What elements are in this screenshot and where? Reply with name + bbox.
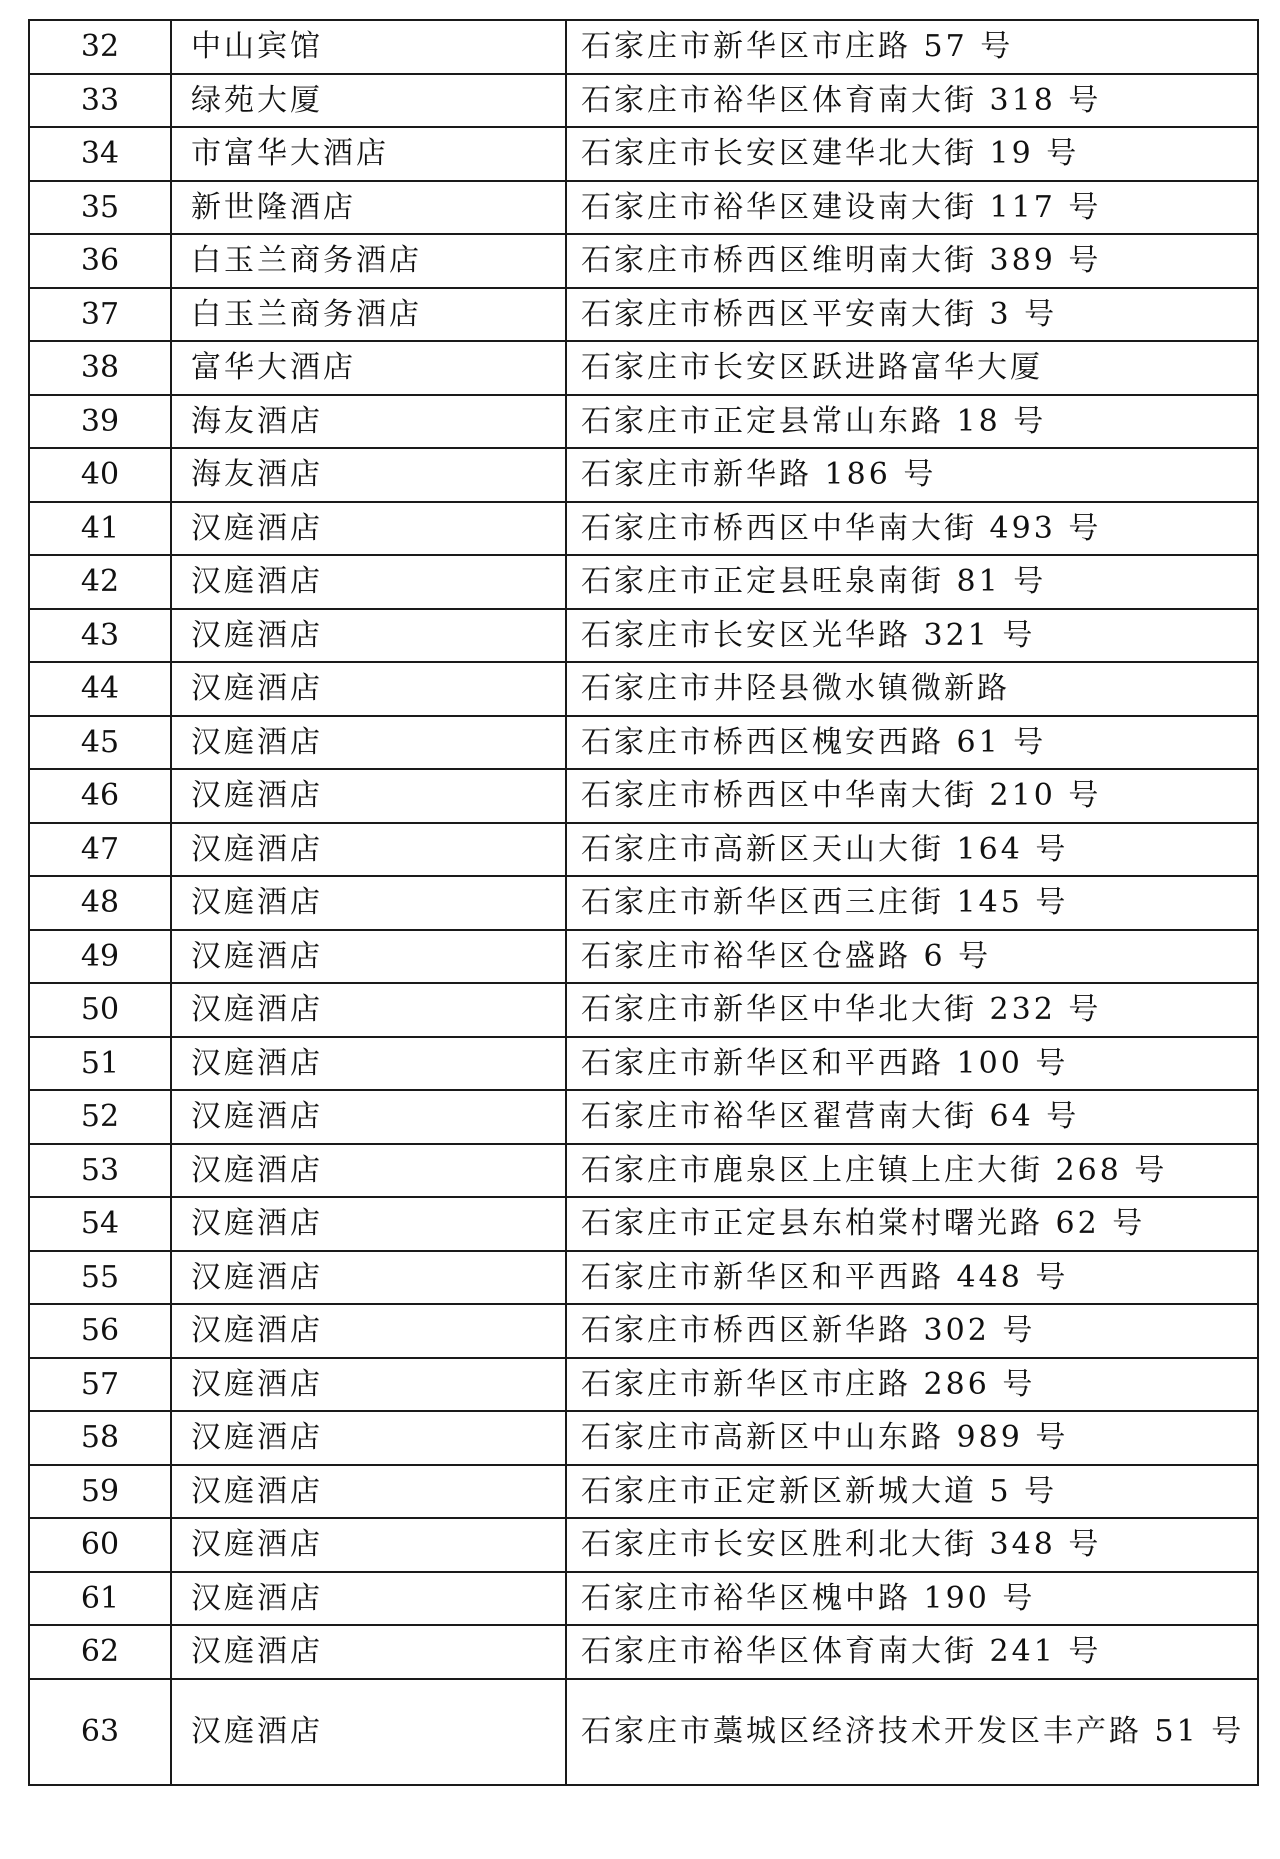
table-row — [29, 20, 1258, 74]
address-cell: 石家庄市裕华区仓盛路 6 号 — [566, 930, 1258, 984]
hotel-name-cell: 汉庭酒店 — [171, 1465, 566, 1519]
hotel-name-cell: 汉庭酒店 — [171, 1411, 566, 1465]
address-cell: 石家庄市正定县旺泉南街 81 号 — [566, 555, 1258, 609]
table-row — [29, 1358, 1258, 1412]
table-row — [29, 1625, 1258, 1679]
hotel-name-cell: 汉庭酒店 — [171, 1090, 566, 1144]
row-number-cell: 57 — [29, 1358, 171, 1412]
hotel-name-cell: 海友酒店 — [171, 448, 566, 502]
row-number-cell: 39 — [29, 395, 171, 449]
row-number-cell: 34 — [29, 127, 171, 181]
row-number-cell: 61 — [29, 1572, 171, 1626]
address-cell: 石家庄市正定新区新城大道 5 号 — [566, 1465, 1258, 1519]
table-row — [29, 1251, 1258, 1305]
address-cell: 石家庄市新华区市庄路 57 号 — [566, 20, 1258, 74]
hotel-name-cell: 汉庭酒店 — [171, 716, 566, 770]
hotel-name-cell: 汉庭酒店 — [171, 1572, 566, 1626]
table-row — [29, 823, 1258, 877]
row-number-cell: 47 — [29, 823, 171, 877]
hotel-list-table — [28, 19, 1259, 1786]
hotel-name-cell: 汉庭酒店 — [171, 1251, 566, 1305]
address-cell: 石家庄市裕华区体育南大街 318 号 — [566, 74, 1258, 128]
hotel-name-cell: 白玉兰商务酒店 — [171, 288, 566, 342]
hotel-name-cell: 汉庭酒店 — [171, 1625, 566, 1679]
row-number-cell: 35 — [29, 181, 171, 235]
table-row — [29, 1090, 1258, 1144]
hotel-name-cell: 汉庭酒店 — [171, 1518, 566, 1572]
table-row — [29, 609, 1258, 663]
table-row — [29, 1465, 1258, 1519]
hotel-name-cell: 中山宾馆 — [171, 20, 566, 74]
document-page — [28, 19, 1257, 1786]
hotel-name-cell: 绿苑大厦 — [171, 74, 566, 128]
row-number-cell: 62 — [29, 1625, 171, 1679]
row-number-cell: 50 — [29, 983, 171, 1037]
table-row — [29, 1411, 1258, 1465]
hotel-name-cell: 富华大酒店 — [171, 341, 566, 395]
hotel-name-cell: 汉庭酒店 — [171, 555, 566, 609]
address-cell: 石家庄市桥西区槐安西路 61 号 — [566, 716, 1258, 770]
row-number-cell: 37 — [29, 288, 171, 342]
table-row — [29, 1304, 1258, 1358]
address-cell: 石家庄市正定县常山东路 18 号 — [566, 395, 1258, 449]
address-cell: 石家庄市高新区中山东路 989 号 — [566, 1411, 1258, 1465]
address-cell: 石家庄市裕华区体育南大街 241 号 — [566, 1625, 1258, 1679]
row-number-cell: 52 — [29, 1090, 171, 1144]
address-cell: 石家庄市正定县东柏棠村曙光路 62 号 — [566, 1197, 1258, 1251]
address-cell: 石家庄市新华区和平西路 448 号 — [566, 1251, 1258, 1305]
address-cell: 石家庄市桥西区中华南大街 493 号 — [566, 502, 1258, 556]
address-cell: 石家庄市裕华区翟营南大街 64 号 — [566, 1090, 1258, 1144]
table-body — [29, 20, 1258, 1785]
table-row — [29, 1572, 1258, 1626]
hotel-name-cell: 新世隆酒店 — [171, 181, 566, 235]
row-number-cell: 55 — [29, 1251, 171, 1305]
hotel-name-cell: 汉庭酒店 — [171, 823, 566, 877]
table-row — [29, 930, 1258, 984]
address-cell: 石家庄市藁城区经济技术开发区丰产路 51 号 — [566, 1679, 1258, 1785]
hotel-name-cell: 汉庭酒店 — [171, 930, 566, 984]
table-row — [29, 769, 1258, 823]
address-cell: 石家庄市长安区建华北大街 19 号 — [566, 127, 1258, 181]
hotel-name-cell: 汉庭酒店 — [171, 769, 566, 823]
row-number-cell: 54 — [29, 1197, 171, 1251]
table-row — [29, 662, 1258, 716]
address-cell: 石家庄市新华区和平西路 100 号 — [566, 1037, 1258, 1091]
address-cell: 石家庄市鹿泉区上庄镇上庄大街 268 号 — [566, 1144, 1258, 1198]
address-cell: 石家庄市裕华区槐中路 190 号 — [566, 1572, 1258, 1626]
row-number-cell: 53 — [29, 1144, 171, 1198]
row-number-cell: 58 — [29, 1411, 171, 1465]
hotel-name-cell: 汉庭酒店 — [171, 1197, 566, 1251]
row-number-cell: 49 — [29, 930, 171, 984]
table-row — [29, 502, 1258, 556]
table-row — [29, 395, 1258, 449]
table-row — [29, 1518, 1258, 1572]
row-number-cell: 32 — [29, 20, 171, 74]
hotel-name-cell: 汉庭酒店 — [171, 502, 566, 556]
table-row — [29, 181, 1258, 235]
address-cell: 石家庄市高新区天山大街 164 号 — [566, 823, 1258, 877]
row-number-cell: 41 — [29, 502, 171, 556]
hotel-name-cell: 汉庭酒店 — [171, 1037, 566, 1091]
table-row — [29, 74, 1258, 128]
hotel-name-cell: 汉庭酒店 — [171, 609, 566, 663]
address-cell: 石家庄市桥西区维明南大街 389 号 — [566, 234, 1258, 288]
hotel-name-cell: 海友酒店 — [171, 395, 566, 449]
table-row — [29, 1037, 1258, 1091]
hotel-name-cell: 汉庭酒店 — [171, 983, 566, 1037]
row-number-cell: 44 — [29, 662, 171, 716]
address-cell: 石家庄市长安区光华路 321 号 — [566, 609, 1258, 663]
table-row — [29, 341, 1258, 395]
row-number-cell: 46 — [29, 769, 171, 823]
hotel-name-cell: 汉庭酒店 — [171, 662, 566, 716]
hotel-name-cell: 汉庭酒店 — [171, 1358, 566, 1412]
hotel-name-cell: 汉庭酒店 — [171, 1304, 566, 1358]
table-row — [29, 1144, 1258, 1198]
address-cell: 石家庄市桥西区平安南大街 3 号 — [566, 288, 1258, 342]
row-number-cell: 42 — [29, 555, 171, 609]
address-cell: 石家庄市裕华区建设南大街 117 号 — [566, 181, 1258, 235]
table-row — [29, 127, 1258, 181]
address-cell: 石家庄市新华路 186 号 — [566, 448, 1258, 502]
row-number-cell: 59 — [29, 1465, 171, 1519]
hotel-name-cell: 汉庭酒店 — [171, 1144, 566, 1198]
address-cell: 石家庄市桥西区新华路 302 号 — [566, 1304, 1258, 1358]
table-row — [29, 1679, 1258, 1785]
hotel-name-cell: 白玉兰商务酒店 — [171, 234, 566, 288]
row-number-cell: 38 — [29, 341, 171, 395]
row-number-cell: 48 — [29, 876, 171, 930]
address-cell: 石家庄市新华区中华北大街 232 号 — [566, 983, 1258, 1037]
hotel-name-cell: 汉庭酒店 — [171, 876, 566, 930]
row-number-cell: 43 — [29, 609, 171, 663]
row-number-cell: 36 — [29, 234, 171, 288]
row-number-cell: 45 — [29, 716, 171, 770]
hotel-name-cell: 市富华大酒店 — [171, 127, 566, 181]
table-row — [29, 555, 1258, 609]
address-cell: 石家庄市新华区市庄路 286 号 — [566, 1358, 1258, 1412]
address-cell: 石家庄市井陉县微水镇微新路 — [566, 662, 1258, 716]
address-cell: 石家庄市新华区西三庄街 145 号 — [566, 876, 1258, 930]
row-number-cell: 51 — [29, 1037, 171, 1091]
row-number-cell: 56 — [29, 1304, 171, 1358]
table-row — [29, 983, 1258, 1037]
table-row — [29, 288, 1258, 342]
table-row — [29, 876, 1258, 930]
address-cell: 石家庄市长安区跃进路富华大厦 — [566, 341, 1258, 395]
address-cell: 石家庄市桥西区中华南大街 210 号 — [566, 769, 1258, 823]
row-number-cell: 60 — [29, 1518, 171, 1572]
table-row — [29, 448, 1258, 502]
hotel-name-cell: 汉庭酒店 — [171, 1679, 566, 1785]
address-cell: 石家庄市长安区胜利北大街 348 号 — [566, 1518, 1258, 1572]
row-number-cell: 33 — [29, 74, 171, 128]
row-number-cell: 40 — [29, 448, 171, 502]
row-number-cell: 63 — [29, 1679, 171, 1785]
table-row — [29, 716, 1258, 770]
table-row — [29, 234, 1258, 288]
table-row — [29, 1197, 1258, 1251]
